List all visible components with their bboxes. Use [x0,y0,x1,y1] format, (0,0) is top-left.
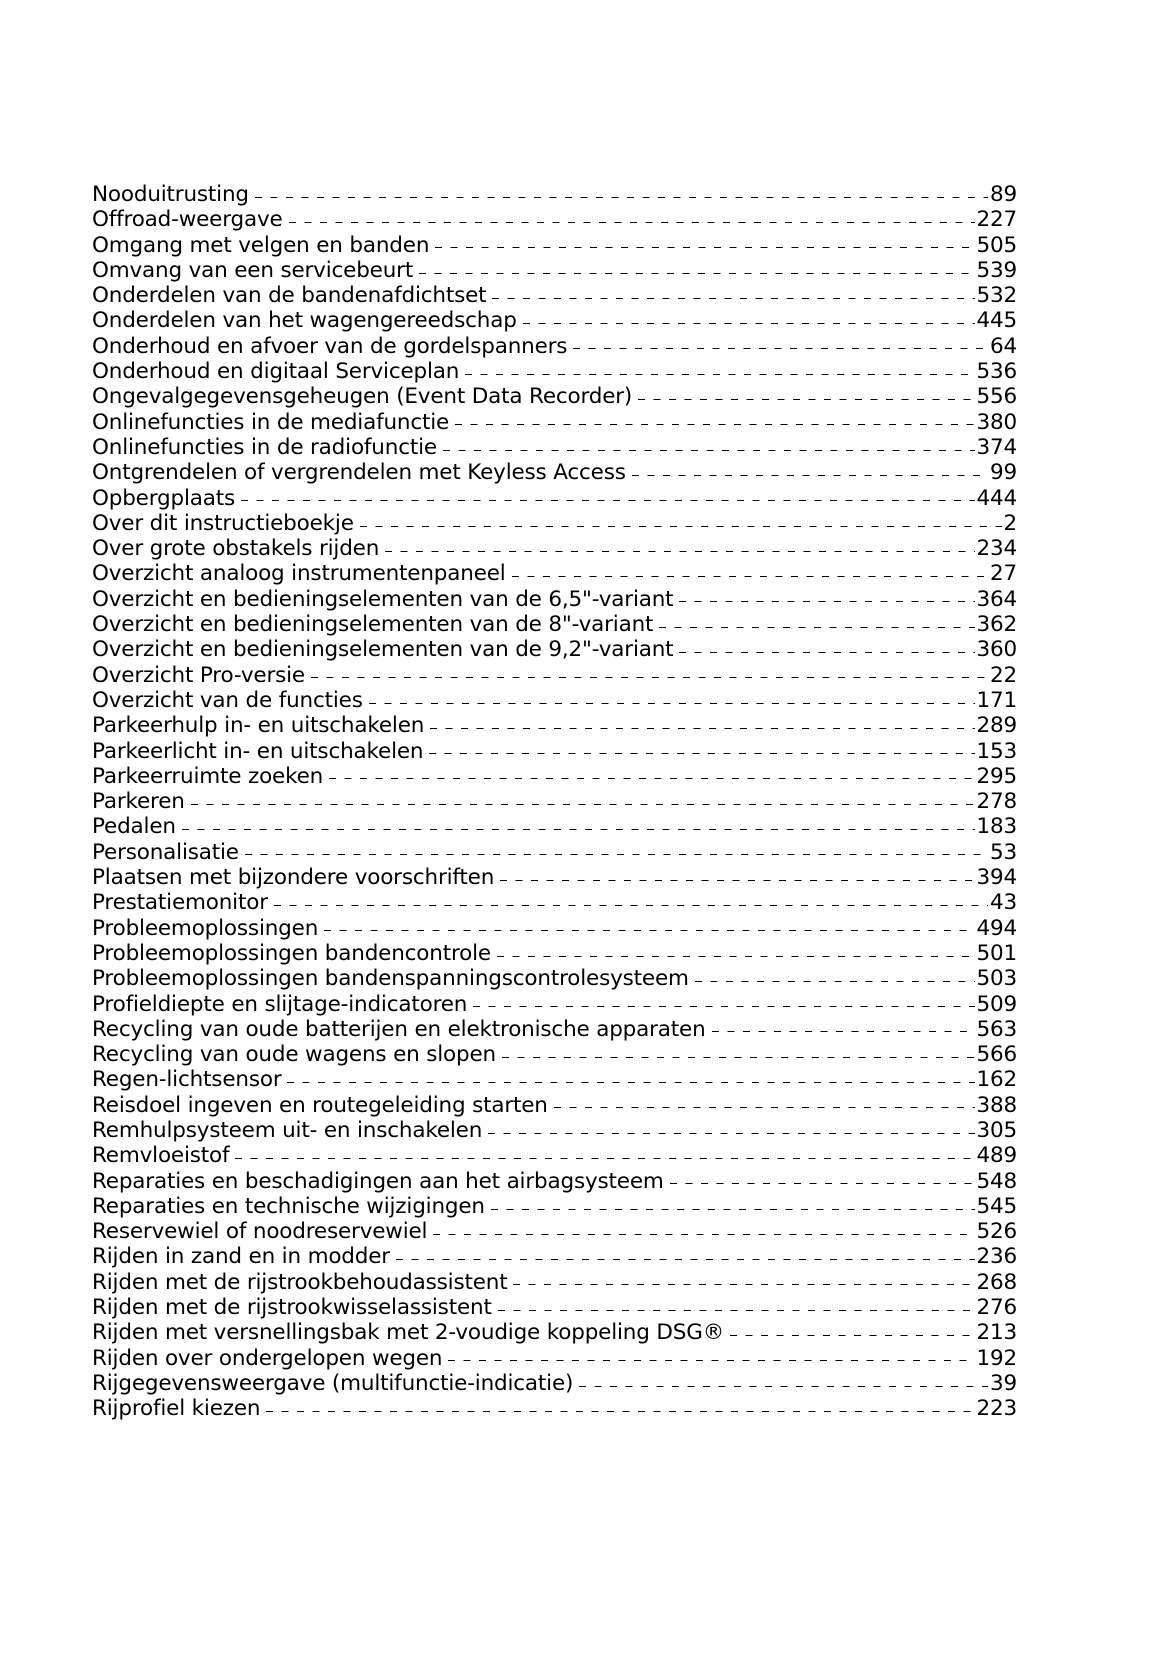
index-entry[interactable] [92,561,1017,586]
index-entry-page-number: 505 [976,232,1017,258]
index-entry-page-number: 556 [976,384,1017,410]
index-entry[interactable] [92,359,1017,384]
dot-leader [448,1360,974,1361]
index-entry[interactable] [92,764,1017,789]
index-entry-title: Reparaties en beschadigingen aan het airbagsysteem [92,1168,664,1194]
index-entry[interactable] [92,814,1017,839]
index-entry-title: Onderhoud en digitaal Serviceplan [92,359,460,385]
dot-leader [443,450,975,451]
index-entry[interactable] [92,637,1017,662]
index-entry[interactable] [92,1194,1017,1219]
index-entry-title: Recycling van oude batterijen en elektronische apparaten [92,1016,706,1042]
index-entry-page-number: 27 [990,561,1017,587]
index-entry-page-number: 394 [976,865,1017,891]
dot-leader [433,1234,974,1235]
index-entry-title: Ontgrendelen of vergrendelen met Keyless Access [92,460,626,486]
index-entry-page-number: 153 [976,738,1017,764]
dot-leader [500,880,974,881]
dot-leader [579,1386,988,1387]
dot-leader [191,804,975,805]
index-entry-title: Onderdelen van het wagengereedschap [92,308,517,334]
index-entry-page-number: 548 [976,1168,1017,1194]
index-entry-title: Overzicht van de functies [92,687,363,713]
dot-leader [498,1310,975,1311]
index-entry-page-number: 53 [990,839,1017,865]
index-entry-page-number: 236 [976,1244,1017,1270]
index-entry-page-number: 223 [976,1396,1017,1422]
index-entry-title: Onlinefuncties in de radiofunctie [92,434,437,460]
dot-leader [435,247,974,248]
index-entry-title: Remvloeistof [92,1143,230,1169]
index-entry[interactable] [92,992,1017,1017]
index-entry[interactable] [92,1042,1017,1067]
index-entry-title: Omgang met velgen en banden [92,232,430,258]
index-entry[interactable] [92,486,1017,511]
index-entry[interactable] [92,384,1017,409]
dot-leader [274,905,988,906]
index-entry[interactable] [92,688,1017,713]
index-entry-page-number: 99 [990,460,1017,486]
index-entry[interactable] [92,435,1017,460]
dot-leader [455,424,974,425]
index-entry[interactable] [92,1169,1017,1194]
index-entry-page-number: 227 [976,207,1017,233]
index-entry[interactable] [92,713,1017,738]
index-entry-title: Parkeren [92,789,185,815]
index-entry-title: Overzicht en bedieningselementen van de 6,5"-variant [92,586,674,612]
index-entry-page-number: 536 [976,359,1017,385]
index-entry-title: Overzicht en bedieningselementen van de 9,2"-variant [92,637,674,663]
dot-leader [523,323,975,324]
index-entry[interactable] [92,308,1017,333]
index-entry-page-number: 183 [976,814,1017,840]
index-entry[interactable] [92,1219,1017,1244]
dot-leader [695,981,975,982]
index-entry[interactable] [92,283,1017,308]
index-entry-page-number: 388 [976,1092,1017,1118]
index-entry-title: Rijprofiel kiezen [92,1396,261,1422]
index-entry-title: Onderhoud en afvoer van de gordelspanners [92,333,568,359]
dot-leader [512,576,988,577]
index-entry-title: Rijden over ondergelopen wegen [92,1345,443,1371]
dot-leader [419,273,974,274]
index-entry[interactable] [92,1017,1017,1042]
index-entry[interactable] [92,941,1017,966]
index-entry-page-number: 494 [976,915,1017,941]
index-entry[interactable] [92,1346,1017,1371]
index-entry[interactable] [92,1067,1017,1092]
dot-leader [730,1335,974,1336]
dot-leader [488,1133,974,1134]
dot-leader [429,753,974,754]
index-entry[interactable] [92,460,1017,485]
index-entry-page-number: 2 [1003,510,1017,536]
dot-leader [554,1107,975,1108]
index-entry-title: Overzicht en bedieningselementen van de 8"-variant [92,612,654,638]
dot-leader [385,551,974,552]
dot-leader [245,854,988,855]
index-entry-title: Opbergplaats [92,485,235,511]
dot-leader [182,829,975,830]
index-entry-title: Onderdelen van de bandenafdichtset [92,283,487,309]
dot-leader [638,399,974,400]
dot-leader [659,627,974,628]
index-entry-page-number: 566 [976,1042,1017,1068]
index-entry[interactable] [92,587,1017,612]
index-entry[interactable] [92,511,1017,536]
index-entry-page-number: 192 [976,1345,1017,1371]
dot-leader [712,1031,975,1032]
index-entry[interactable] [92,258,1017,283]
index-entry[interactable] [92,1320,1017,1345]
index-entry-page-number: 276 [976,1295,1017,1321]
index-entry-page-number: 234 [976,536,1017,562]
dot-leader [289,222,975,223]
dot-leader [502,1057,975,1058]
index-entry-page-number: 360 [976,637,1017,663]
index-entry-page-number: 444 [976,485,1017,511]
index-entry-page-number: 489 [976,1143,1017,1169]
dot-leader [573,348,988,349]
dot-leader [241,500,975,501]
index-entry-title: Offroad-weergave [92,207,283,233]
index-entry-title: Overzicht analoog instrumentenpaneel [92,561,506,587]
dot-leader [324,930,974,931]
index-entry-page-number: 364 [976,586,1017,612]
index-entry[interactable] [92,1295,1017,1320]
index-entry-page-number: 305 [976,1117,1017,1143]
index-entry[interactable] [92,1143,1017,1168]
dot-leader [255,197,988,198]
index-entry[interactable] [92,840,1017,865]
index-entry-title: Reparaties en technische wijzigingen [92,1193,485,1219]
index-entry[interactable] [92,890,1017,915]
index-entry-title: Rijden in zand en in modder [92,1244,390,1270]
index-entry-title: Pedalen [92,814,176,840]
dot-leader [360,526,1002,527]
dot-leader [329,778,974,779]
dot-leader [473,1006,974,1007]
index-entry[interactable] [92,207,1017,232]
dot-leader [632,475,988,476]
index-entry-page-number: 539 [976,257,1017,283]
index-entry-title: Onlinefuncties in de mediafunctie [92,409,450,435]
index-entry-page-number: 509 [976,991,1017,1017]
index-entry-title: Over dit instructieboekje [92,510,354,536]
index-entry-title: Reisdoel ingeven en routegeleiding starten [92,1092,548,1118]
dot-leader [679,601,974,602]
index-entry[interactable] [92,1371,1017,1396]
index-entry-title: Remhulpsysteem uit- en inschakelen [92,1117,483,1143]
index-entry-title: Rijgegevensweergave (multifunctie-indicatie) [92,1370,574,1396]
index-entry-page-number: 289 [976,713,1017,739]
index-entry[interactable] [92,1244,1017,1269]
dot-leader [430,728,974,729]
index-entry-page-number: 43 [990,890,1017,916]
dot-leader [287,1082,974,1083]
index-entry-title: Ongevalgegevensgeheugen (Event Data Recorder) [92,384,633,410]
index-entry-page-number: 162 [976,1067,1017,1093]
index-entry[interactable] [92,1270,1017,1295]
index-entry[interactable] [92,865,1017,890]
index-entry[interactable] [92,916,1017,941]
dot-leader [266,1411,974,1412]
index-entry[interactable] [92,334,1017,359]
index-entry-title: Profieldiepte en slijtage-indicatoren [92,991,468,1017]
index-entry-page-number: 295 [976,763,1017,789]
index-entry-title: Probleemoplossingen bandencontrole [92,940,491,966]
index-entry-page-number: 445 [976,308,1017,334]
dot-leader [670,1183,975,1184]
index-entry-page-number: 526 [976,1219,1017,1245]
dot-leader [492,298,974,299]
dot-leader [679,652,974,653]
index-entry-page-number: 39 [990,1370,1017,1396]
index-entry-title: Prestatiemonitor [92,890,268,916]
index-entry-title: Reservewiel of noodreservewiel [92,1219,428,1245]
index-entry-page-number: 64 [990,333,1017,359]
index-entry-title: Personalisatie [92,839,239,865]
index-entry[interactable] [92,1093,1017,1118]
index-entry[interactable] [92,1396,1017,1421]
index-entry-page-number: 213 [976,1320,1017,1346]
index-entry-page-number: 362 [976,612,1017,638]
index-entry-title: Rijden met versnellingsbak met 2-voudige koppeling DSG® [92,1320,725,1346]
index-entry-page-number: 563 [976,1016,1017,1042]
index-entry[interactable] [92,1118,1017,1143]
dot-leader [235,1158,974,1159]
index-entry-title: Regen-lichtsensor [92,1067,282,1093]
index-entry-page-number: 503 [976,966,1017,992]
index-entry-title: Parkeerlicht in- en uitschakelen [92,738,424,764]
dot-leader [311,677,988,678]
index-entry-title: Rijden met de rijstrookbehoudassistent [92,1269,508,1295]
index-entry-page-number: 501 [976,940,1017,966]
index-entry-page-number: 278 [976,789,1017,815]
index-entry[interactable] [92,182,1017,207]
index-entry-page-number: 532 [976,283,1017,309]
index-entry[interactable] [92,612,1017,637]
index-entry-page-number: 380 [976,409,1017,435]
index-entry-page-number: 545 [976,1193,1017,1219]
index-entry-title: Rijden met de rijstrookwisselassistent [92,1295,492,1321]
index-entry-page-number: 268 [976,1269,1017,1295]
index-entry-title: Parkeerruimte zoeken [92,763,324,789]
dot-leader [497,956,975,957]
dot-leader [396,1259,975,1260]
dot-leader [513,1284,974,1285]
index-entry-title: Nooduitrusting [92,182,249,207]
index-entry[interactable] [92,789,1017,814]
index-entry-page-number: 171 [976,687,1017,713]
index-entry[interactable] [92,233,1017,258]
index-entry-title: Parkeerhulp in- en uitschakelen [92,713,425,739]
index-entry[interactable] [92,739,1017,764]
index-entry[interactable] [92,410,1017,435]
index-entry[interactable] [92,663,1017,688]
index-entry-title: Over grote obstakels rijden [92,536,380,562]
index-entry-title: Overzicht Pro-versie [92,662,305,688]
index-entry-title: Recycling van oude wagens en slopen [92,1042,496,1068]
index-entry-title: Plaatsen met bijzondere voorschriften [92,865,495,891]
dot-leader [369,703,975,704]
index-entry-page-number: 374 [976,434,1017,460]
dot-leader [491,1209,975,1210]
index-entry-title: Probleemoplossingen [92,915,319,941]
index-entry-title: Omvang van een servicebeurt [92,257,414,283]
dot-leader [465,374,974,375]
index-entry-page-number: 89 [990,182,1017,207]
index-entry[interactable] [92,966,1017,991]
index-entry-page-number: 22 [990,662,1017,688]
index-entry-list [92,182,1017,1422]
index-entry[interactable] [92,536,1017,561]
index-entry-title: Probleemoplossingen bandenspanningscontrolesysteem [92,966,689,992]
